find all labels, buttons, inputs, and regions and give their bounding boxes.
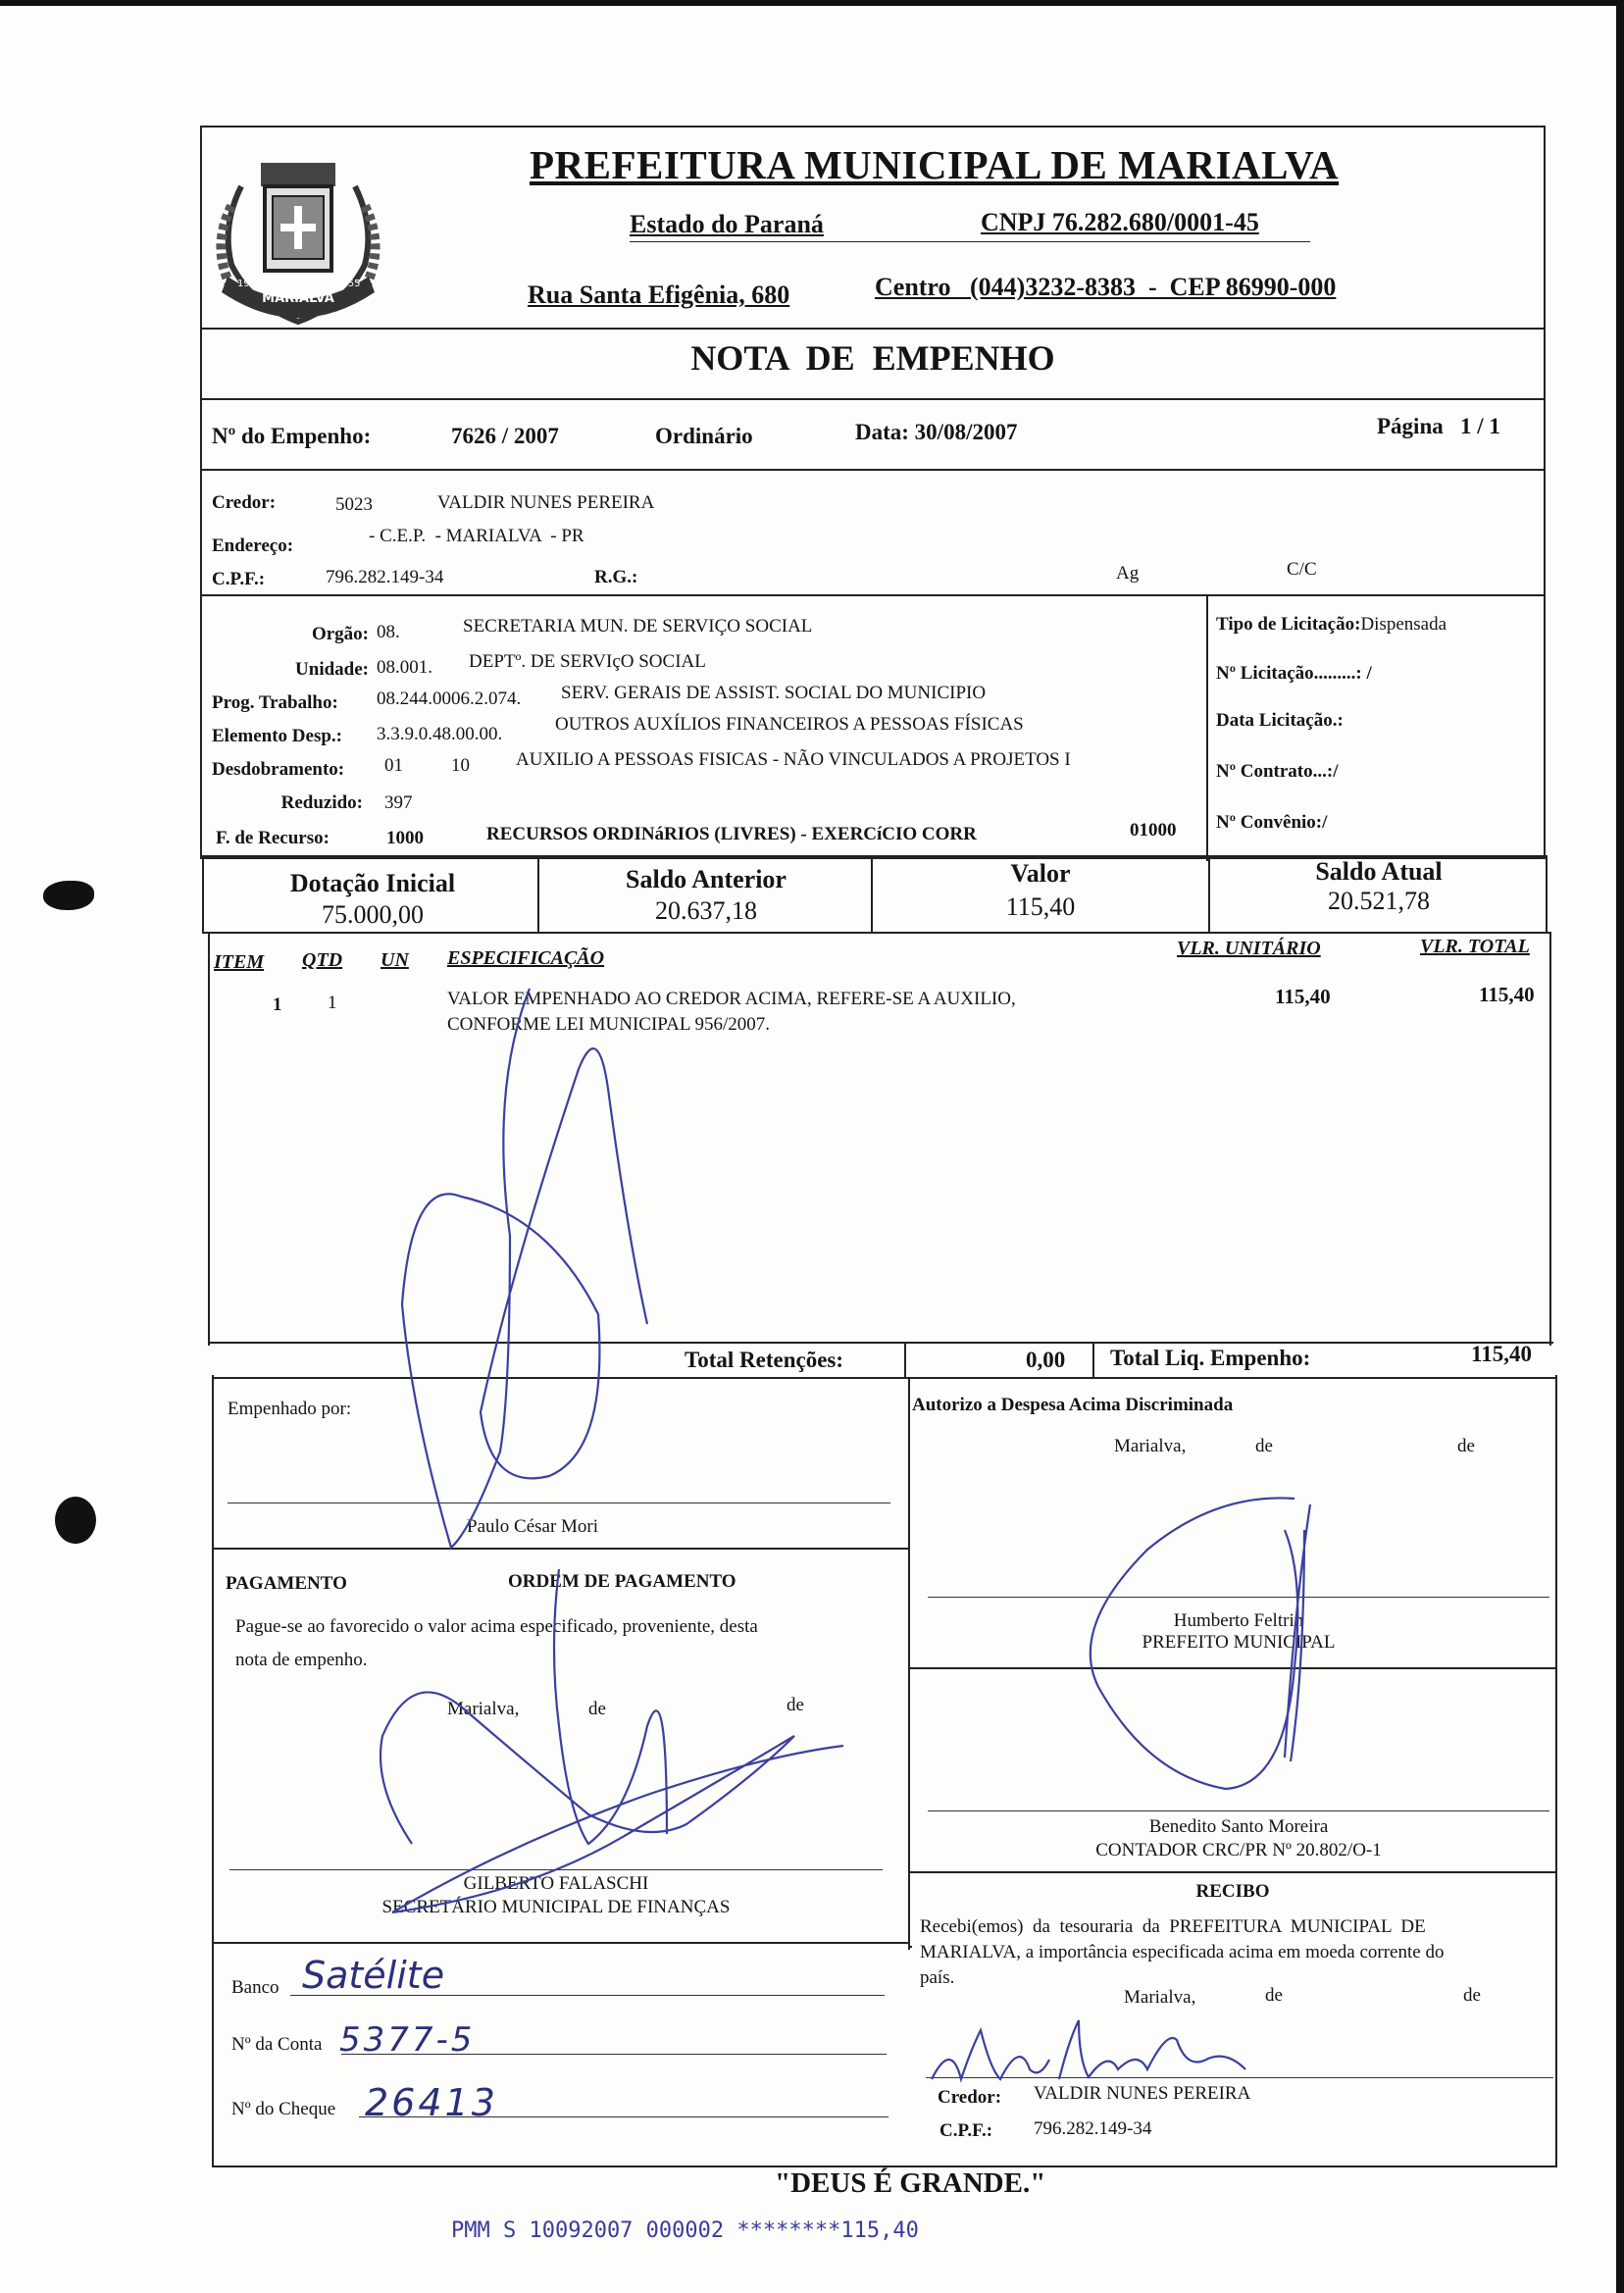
col-header-spec: ESPECIFICAÇÃO (447, 947, 605, 969)
saldo-atual-label: Saldo Atual (1315, 857, 1443, 886)
banco-value: Satélite (302, 1954, 445, 1997)
contact-label: Centro (044)3232-8383 - CEP 86990-000 (875, 273, 1337, 301)
desdobramento-code1: 01 (384, 755, 403, 776)
municipality-title: PREFEITURA MUNICIPAL DE MARIALVA (530, 142, 1340, 187)
pagamento-city: Marialva, (447, 1699, 520, 1719)
pagamento-de-2: de (787, 1695, 804, 1715)
pagamento-text-1: Pague-se ao favorecido o valor acima especificado, proveniente, desta (235, 1616, 758, 1637)
recurso-code: 1000 (386, 828, 424, 848)
col-header-item: ITEM (214, 951, 265, 973)
signature-recibo (932, 2020, 1245, 2079)
autorizo-label: Autorizo a Despesa Acima Discriminada (912, 1395, 1234, 1415)
recurso-code2: 01000 (1130, 820, 1177, 841)
payment-stamp: PMM S 10092007 000002 ********115,40 (451, 2218, 919, 2243)
autorizo-de-1: de (1255, 1436, 1273, 1456)
seal-label: MARIALVA (262, 291, 334, 306)
row-spec-line2: CONFORME LEI MUNICIPAL 956/2007. (447, 1014, 771, 1035)
recibo-text-2: MARIALVA, a importância especificada acima em moeda corrente do (920, 1942, 1445, 1962)
contrato-number: Nº Contrato...:/ (1216, 761, 1339, 782)
unidade-label: Unidade: (295, 659, 369, 680)
pagamento-signer: GILBERTO FALASCHI (463, 1873, 649, 1894)
credor-name: VALDIR NUNES PEREIRA (437, 492, 655, 513)
recibo-text-3: país. (920, 1967, 955, 1988)
saldo-anterior-value: 20.637,18 (655, 896, 757, 925)
retencoes-label: Total Retenções: (685, 1348, 844, 1372)
pagamento-de-1: de (588, 1699, 606, 1719)
recibo-de-2: de (1463, 1985, 1481, 2006)
valor-label: Valor (1010, 859, 1071, 888)
page-number: Página 1 / 1 (1377, 414, 1500, 438)
licitacao-date: Data Licitação.: (1216, 710, 1344, 731)
autorizo-city: Marialva, (1114, 1436, 1187, 1456)
credor-code: 5023 (335, 494, 373, 515)
elemento-value: OUTROS AUXÍLIOS FINANCEIROS A PESSOAS FÍSICAS (555, 714, 1024, 735)
empenhado-label: Empenhado por: (228, 1399, 352, 1419)
conta-label: Nº da Conta (231, 2034, 323, 2055)
recibo-de-1: de (1265, 1985, 1283, 2006)
orgao-code: 08. (377, 622, 400, 642)
recibo-credor-label: Credor: (938, 2087, 1002, 2108)
state-label: Estado do Paraná (630, 210, 824, 238)
ag-label: Ag (1116, 563, 1140, 584)
prog-code: 08.244.0006.2.074. (377, 688, 522, 709)
seal-year-right: 1955 (335, 279, 361, 289)
elemento-label: Elemento Desp.: (212, 726, 342, 746)
signature-pagamento (381, 1569, 843, 1912)
recibo-text-1: Recebi(emos) da tesouraria da PREFEITURA MUNICIPAL DE (920, 1916, 1426, 1937)
recibo-cpf-label: C.P.F.: (939, 2120, 993, 2141)
endereco-label: Endereço: (212, 535, 294, 556)
seal-year-left: 1951 (237, 279, 263, 289)
desdobramento-label: Desdobramento: (212, 759, 345, 780)
saldo-atual-value: 20.521,78 (1328, 887, 1430, 915)
pagamento-signer-title: SECRETÁRIO MUNICIPAL DE FINANÇAS (381, 1897, 731, 1917)
empenho-type: Ordinário (655, 424, 753, 448)
prog-value: SERV. GERAIS DE ASSIST. SOCIAL DO MUNICIPIO (561, 683, 987, 703)
licitacao-tipo-label-text: Tipo de Licitação: (1216, 614, 1361, 635)
cpf-label: C.P.F.: (212, 569, 266, 589)
convenio-number: Nº Convênio:/ (1216, 812, 1328, 833)
unidade-value: DEPTº. DE SERVIçO SOCIAL (469, 651, 706, 672)
elemento-code: 3.3.9.0.48.00.00. (377, 724, 503, 744)
accountant-name: Benedito Santo Moreira (1148, 1816, 1329, 1837)
banco-label: Banco (231, 1977, 279, 1998)
licitacao-tipo-value: Dispensada (1360, 614, 1447, 635)
pagamento-label: PAGAMENTO (226, 1573, 347, 1594)
pagamento-text-2: nota de empenho. (235, 1650, 368, 1670)
dotacao-inicial-label: Dotação Inicial (289, 869, 456, 897)
mayor-name: Humberto Feltrin (1173, 1610, 1304, 1631)
mayor-title: PREFEITO MUNICIPAL (1142, 1632, 1336, 1653)
orgao-value: SECRETARIA MUN. DE SERVIÇO SOCIAL (463, 616, 813, 637)
signature-empenhado (402, 989, 647, 1548)
empenho-number-label: Nº do Empenho: (212, 424, 372, 448)
signature-mayor (1091, 1498, 1310, 1789)
cheque-label: Nº do Cheque (231, 2099, 336, 2119)
liq-empenho-value: 115,40 (1471, 1342, 1532, 1366)
reduzido-label: Reduzido: (280, 792, 363, 813)
endereco-value: - C.E.P. - MARIALVA - PR (369, 526, 584, 546)
row-total-value: 115,40 (1479, 983, 1535, 1006)
autorizo-de-2: de (1457, 1436, 1475, 1456)
empenho-date: Data: 30/08/2007 (855, 420, 1018, 444)
reduzido-value: 397 (384, 792, 413, 813)
col-header-unit: VLR. UNITÁRIO (1177, 938, 1321, 959)
recibo-title: RECIBO (1195, 1881, 1270, 1902)
orgao-label: Orgão: (311, 624, 369, 644)
cpf-value: 796.282.149-34 (326, 567, 444, 587)
recibo-city: Marialva, (1124, 1987, 1196, 2008)
col-header-qtd: QTD (302, 949, 343, 971)
recibo-cpf-value: 796.282.149-34 (1034, 2118, 1152, 2139)
document-title: NOTA DE EMPENHO (690, 338, 1055, 378)
col-header-total: VLR. TOTAL (1420, 936, 1530, 957)
conta-value: 5377-5 (339, 2020, 476, 2060)
unidade-code: 08.001. (377, 657, 432, 678)
prog-label: Prog. Trabalho: (212, 692, 338, 713)
desdobramento-code2: 10 (451, 755, 470, 776)
saldo-anterior-label: Saldo Anterior (626, 865, 787, 893)
cnpj-label: CNPJ 76.282.680/0001-45 (981, 208, 1259, 236)
accountant-title: CONTADOR CRC/PR Nº 20.802/O-1 (1095, 1840, 1382, 1860)
empenho-number: 7626 / 2007 (451, 424, 559, 448)
ordem-pagamento-label: ORDEM DE PAGAMENTO (508, 1571, 736, 1592)
col-header-un: UN (381, 949, 409, 971)
row-item: 1 (273, 994, 282, 1015)
licitacao-number: Nº Licitação.........: / (1216, 663, 1372, 684)
cc-label: C/C (1287, 559, 1317, 580)
cheque-value: 26413 (365, 2081, 498, 2124)
recibo-credor-value: VALDIR NUNES PEREIRA (1034, 2083, 1251, 2104)
empenhado-signer: Paulo César Mori (467, 1516, 599, 1537)
recurso-value: RECURSOS ORDINáRIOS (LIVRES) - EXERCíCIO CORR (486, 824, 977, 844)
rg-label: R.G.: (594, 567, 638, 587)
desdobramento-value: AUXILIO A PESSOAS FISICAS - NÃO VINCULADOS A PROJETOS I (516, 749, 1071, 770)
row-unit-value: 115,40 (1275, 985, 1331, 1008)
row-spec-line1: VALOR EMPENHADO AO CREDOR ACIMA, REFERE-SE A AUXILIO, (447, 989, 1016, 1009)
credor-label: Credor: (212, 492, 277, 513)
liq-empenho-label: Total Liq. Empenho: (1110, 1346, 1311, 1370)
valor-value: 115,40 (1005, 892, 1076, 921)
footer-motto: "DEUS É GRANDE." (775, 2167, 1046, 2199)
retencoes-value: 0,00 (1026, 1348, 1066, 1372)
address-label: Rua Santa Efigênia, 680 (528, 280, 790, 309)
row-qtd: 1 (328, 993, 337, 1013)
recurso-label: F. de Recurso: (216, 828, 330, 848)
dotacao-inicial-value: 75.000,00 (322, 900, 424, 929)
